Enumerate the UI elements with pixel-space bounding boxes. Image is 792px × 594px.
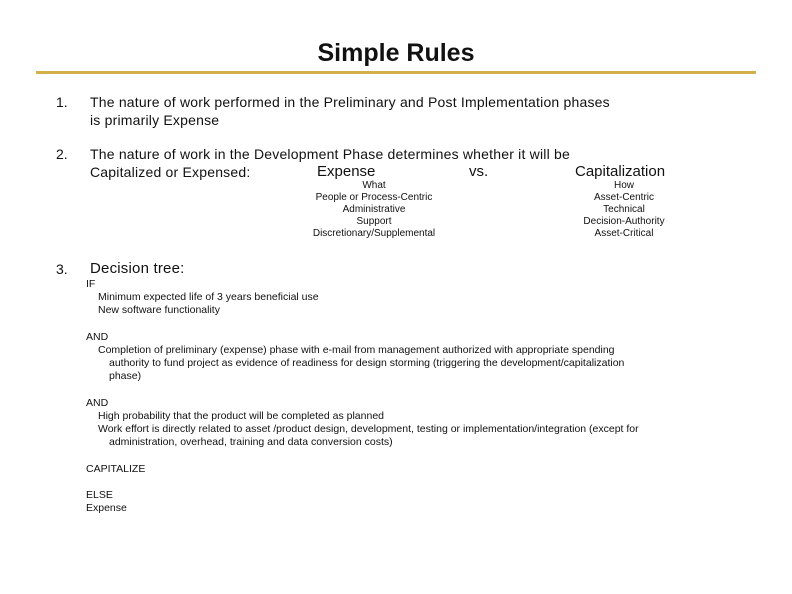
item-1-line-2: is primarily Expense (90, 112, 220, 128)
and-condition-line: administration, overhead, training and data conversion costs) (109, 436, 393, 448)
item-1-line-1: The nature of work performed in the Preliminary and Post Implementation phases (90, 94, 610, 110)
decision-tree-then (86, 463, 145, 476)
decision-tree-if (86, 278, 319, 317)
if-label: IF (86, 278, 96, 290)
capitalize-label: CAPITALIZE (86, 463, 146, 475)
capitalization-attribute: Asset-Critical (594, 228, 654, 239)
expense-attribute: Administrative (342, 204, 406, 215)
vs-label: vs. (469, 163, 489, 180)
decision-tree-and-2 (86, 397, 639, 449)
if-condition: New software functionality (98, 304, 220, 316)
item-3-heading: Decision tree: (90, 260, 185, 277)
capitalization-attribute: Technical (603, 204, 645, 215)
and-condition-line: High probability that the product will be completed as planned (98, 410, 385, 422)
and-label: AND (86, 331, 109, 343)
capitalization-attribute: How (613, 180, 634, 191)
capitalization-attribute: Asset-Centric (593, 192, 654, 203)
if-condition: Minimum expected life of 3 years beneficial use (98, 291, 319, 303)
title-underline (36, 71, 756, 74)
and-condition-line: authority to fund project as evidence of readiness for design storming (triggering the development/capitalization (109, 357, 625, 369)
capitalization-attributes (564, 180, 684, 240)
expense-attribute: Support (356, 216, 392, 227)
capitalization-heading: Capitalization (575, 163, 666, 180)
and-condition-line: Work effort is directly related to asset /product design, development, testing or implementation/integration (except for (98, 423, 639, 435)
expense-attribute: Discretionary/Supplemental (312, 228, 436, 239)
and-condition-line: phase) (109, 370, 142, 382)
else-label: ELSE (86, 489, 113, 501)
item-2-line-1: The nature of work in the Development Phase determines whether it will be (90, 146, 570, 162)
page-title: Simple Rules (317, 39, 475, 67)
decision-tree-else (86, 489, 127, 515)
capitalization-attribute: Decision-Authority (583, 216, 665, 227)
item-1-number: 1. (56, 94, 68, 110)
item-2-number: 2. (56, 146, 68, 162)
item-2-line-2: Capitalized or Expensed: (90, 164, 251, 180)
expense-attributes (294, 180, 454, 240)
item-3-number: 3. (56, 261, 68, 277)
decision-tree-and-1 (86, 331, 624, 383)
and-label: AND (86, 397, 109, 409)
else-value: Expense (86, 502, 127, 514)
expense-heading: Expense (317, 163, 376, 180)
item-1-text (90, 93, 610, 129)
and-condition-line: Completion of preliminary (expense) phase with e-mail from management authorized with appropriate spending (98, 344, 615, 356)
expense-attribute: What (362, 180, 386, 191)
expense-attribute: People or Process-Centric (315, 192, 433, 203)
